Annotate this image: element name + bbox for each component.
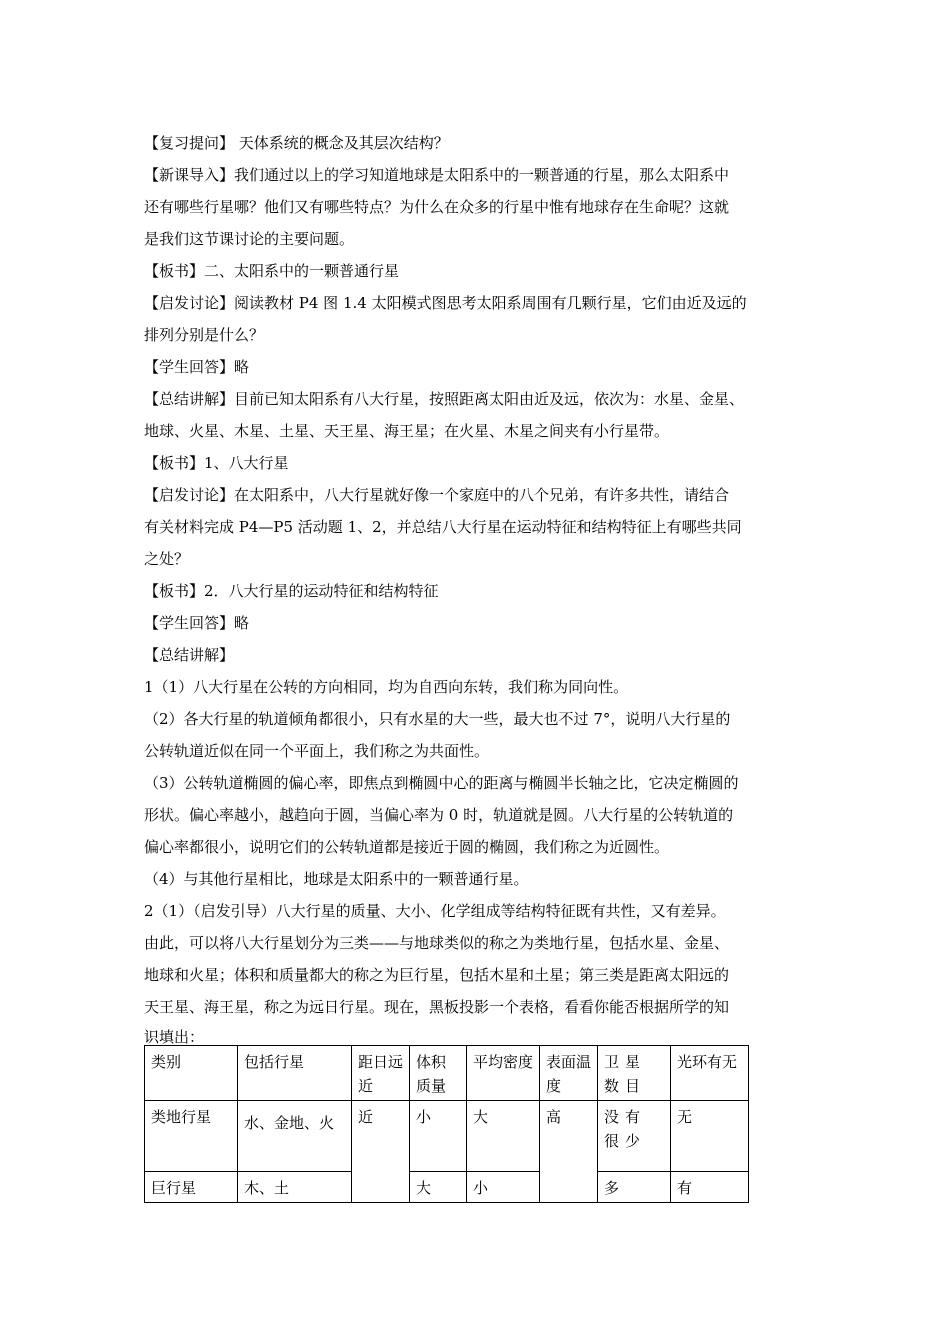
table-cell: 高 xyxy=(540,1101,598,1203)
table-row xyxy=(145,1101,749,1172)
table-cell: 木、土 xyxy=(238,1172,352,1203)
table-cell: 巨行星 xyxy=(145,1172,238,1203)
text-line: 【学生回答】略 xyxy=(144,358,250,376)
table-cell: 没有很少 xyxy=(598,1101,671,1172)
table-header-cell: 卫星数目 xyxy=(598,1046,671,1101)
table-cell: 近 xyxy=(352,1101,410,1203)
table-row xyxy=(145,1172,749,1203)
table-cell: 多 xyxy=(598,1172,671,1203)
text-line: 偏心率都很小，说明它们的公转轨道都是接近于圆的椭圆，我们称之为近圆性。 xyxy=(144,838,670,856)
text-line: （4）与其他行星相比，地球是太阳系中的一颗普通行星。 xyxy=(144,870,529,888)
table-cell: 水、金地、火 xyxy=(238,1101,352,1172)
text-line: 【板书】1、八大行星 xyxy=(144,454,289,472)
text-line: （2）各大行星的轨道倾角都很小，只有水星的大一些，最大也不过 7°，说明八大行星的 xyxy=(144,710,731,728)
text-line: 有关材料完成 P4—P5 活动题 1、2，并总结八大行星在运动特征和结构特征上有哪些共同 xyxy=(144,518,742,536)
text-line: 【板书】二、太阳系中的一颗普通行星 xyxy=(144,262,400,280)
text-line: 【启发讨论】在太阳系中，八大行星就好像一个家庭中的八个兄弟，有许多共性，请结合 xyxy=(144,486,730,504)
text-line: 【总结讲解】目前已知太阳系有八大行星，按照距离太阳由近及远，依次为：水星、金星、 xyxy=(144,390,745,408)
text-line: 地球和火星；体积和质量都大的称之为巨行星，包括木星和土星；第三类是距离太阳远的 xyxy=(144,966,730,984)
table-header-cell: 距日远近 xyxy=(352,1046,410,1101)
text-line: 公转轨道近似在同一个平面上，我们称之为共面性。 xyxy=(144,742,490,760)
table-header-cell: 体积质量 xyxy=(410,1046,467,1101)
text-line: 【总结讲解】 xyxy=(144,646,235,664)
text-line: 【复习提问】 天体系统的概念及其层次结构？ xyxy=(144,134,449,152)
text-line: 形状。偏心率越小，越趋向于圆，当偏心率为 0 时，轨道就是圆。八大行星的公转轨道的 xyxy=(144,806,734,824)
table-header-cell: 光环有无 xyxy=(671,1046,749,1101)
table-header-cell: 平均密度 xyxy=(467,1046,540,1101)
text-line: 排列分别是什么？ xyxy=(144,326,265,344)
table-cell: 小 xyxy=(410,1101,467,1172)
text-line: 【板书】2．八大行星的运动特征和结构特征 xyxy=(144,582,439,600)
text-line: 识填出： xyxy=(144,1028,205,1046)
table-cell: 类地行星 xyxy=(145,1101,238,1172)
table-cell: 有 xyxy=(671,1172,749,1203)
table-cell: 大 xyxy=(467,1101,540,1172)
text-line: 2（1）（启发引导）八大行星的质量、大小、化学组成等结构特征既有共性，又有差异。 xyxy=(144,902,726,920)
table-cell: 小 xyxy=(467,1172,540,1203)
table-header-cell: 表面温度 xyxy=(540,1046,598,1101)
text-line: 还有哪些行星哪？他们又有哪些特点？为什么在众多的行星中惟有地球存在生命呢？这就 xyxy=(144,198,730,216)
table-cell: 大 xyxy=(410,1172,467,1203)
text-line: 天王星、海王星，称之为远日行星。现在，黑板投影一个表格，看看你能否根据所学的知 xyxy=(144,998,730,1016)
text-line: 1（1）八大行星在公转的方向相同，均为自西向东转，我们称为同向性。 xyxy=(144,678,629,696)
text-line: 【启发讨论】阅读教材 P4 图 1.4 太阳模式图思考太阳系周围有几颗行星，它们由近及远的 xyxy=(144,294,747,312)
text-line: 是我们这节课讨论的主要问题。 xyxy=(144,230,355,248)
text-line: 【学生回答】略 xyxy=(144,614,250,632)
text-line: （3）公转轨道椭圆的偏心率，即焦点到椭圆中心的距离与椭圆半长轴之比，它决定椭圆的 xyxy=(144,774,739,792)
planet-classification-table xyxy=(144,1045,749,1203)
text-line: 地球、火星、木星、土星、天王星、海王星；在火星、木星之间夹有小行星带。 xyxy=(144,422,670,440)
table-header-cell: 包括行星 xyxy=(238,1046,352,1101)
text-line: 【新课导入】我们通过以上的学习知道地球是太阳系中的一颗普通的行星，那么太阳系中 xyxy=(144,166,730,184)
table-header-cell: 类别 xyxy=(145,1046,238,1101)
text-line: 之处？ xyxy=(144,550,190,568)
table-header-row xyxy=(145,1046,749,1101)
text-line: 由此，可以将八大行星划分为三类——与地球类似的称之为类地行星，包括水星、金星、 xyxy=(144,934,730,952)
table-cell: 无 xyxy=(671,1101,749,1172)
